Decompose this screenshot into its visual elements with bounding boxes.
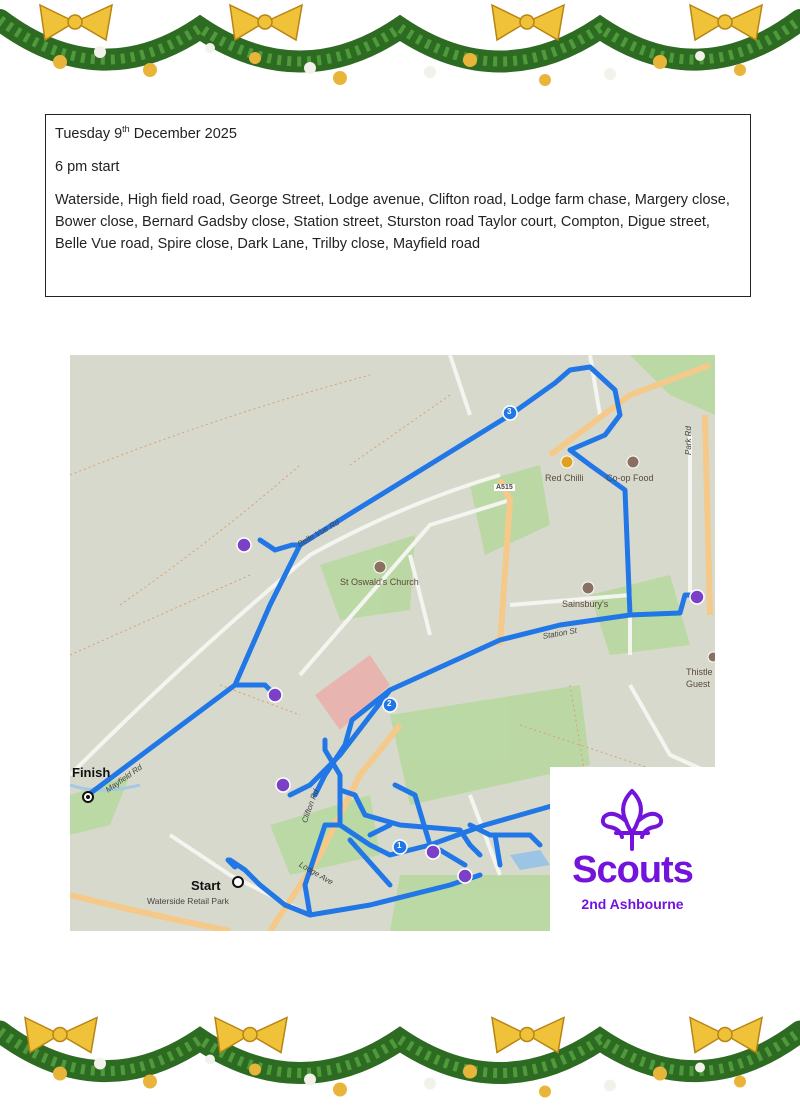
- garland-top: [0, 0, 800, 105]
- road-lodge-ave: Lodge Ave: [297, 860, 335, 887]
- poi-coop: Co-op Food: [606, 473, 654, 483]
- road-a515: A515: [496, 484, 513, 491]
- streets-list: Waterside, High field road, George Street, Lodge avenue, Clifton road, Lodge farm chase, Margery close, Bower close, Bernard Gadsby close, Station street, Sturston road Taylor court, Compton, Digue street, Belle Vue road, Spire close, Dark Lane, Trilby close, Mayfield road: [55, 192, 730, 252]
- poi-church: St Oswald's Church: [340, 577, 419, 587]
- waypoint-1: 1: [397, 841, 402, 850]
- poi-retail-park: Waterside Retail Park: [147, 896, 229, 906]
- event-info-box: [45, 114, 751, 297]
- waypoint-2: 2: [387, 699, 392, 708]
- event-date: Tuesday 9th December 2025: [55, 124, 237, 142]
- poi-guest: Guest: [686, 679, 711, 689]
- start-label: Start: [191, 878, 221, 893]
- group-name: 2nd Ashbourne: [581, 896, 684, 912]
- poi-thistle: Thistle: [686, 667, 713, 677]
- scouts-wordmark: Scouts: [572, 849, 693, 891]
- road-park: Park Rd: [684, 426, 693, 455]
- road-belle-vue: Belle Vue Rd: [296, 517, 341, 549]
- poi-red-chilli: Red Chilli: [545, 473, 584, 483]
- finish-label: Finish: [72, 765, 111, 780]
- scouts-logo: [550, 767, 715, 931]
- road-clifton: Clifton Rd: [300, 787, 321, 825]
- road-station-st: Station St: [542, 625, 578, 641]
- poi-sainsburys: Sainsbury's: [562, 599, 609, 609]
- start-time: 6 pm start: [55, 159, 120, 175]
- garland-bottom: [0, 1005, 800, 1110]
- fleur-de-lis-icon: [598, 787, 666, 853]
- road-mayfield: Mayfield Rd: [104, 762, 144, 795]
- waypoint-3: 3: [507, 407, 512, 416]
